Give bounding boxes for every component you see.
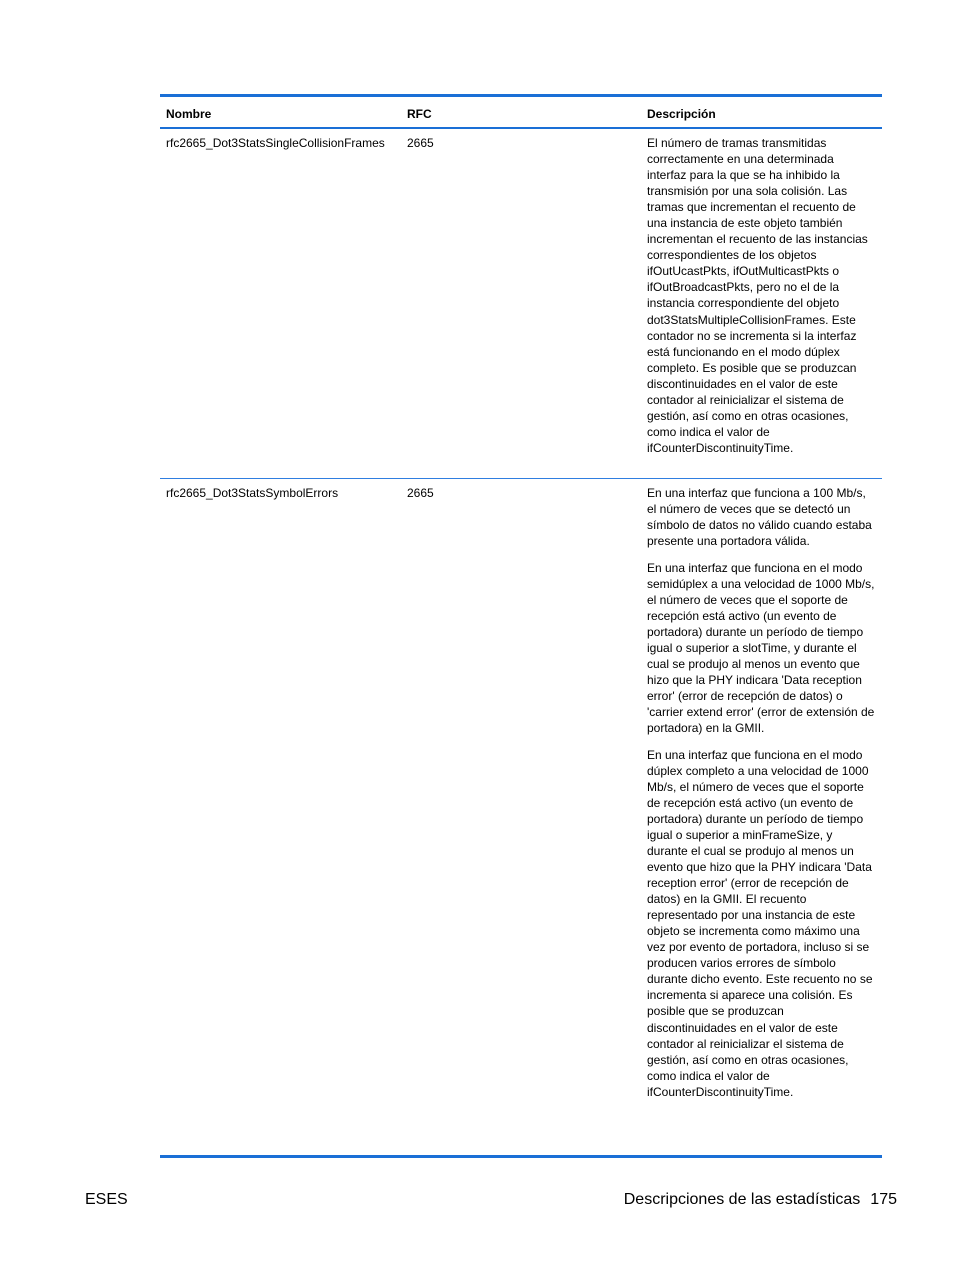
- table-header-row: [160, 97, 882, 127]
- description-paragraph: En una interfaz que funciona en el modo dúplex completo a una velocidad de 1000 Mb/s, el número de veces que el soporte de recepción está activo (un evento de portadora) durante un período de tiempo igual o superior a minFrameSize, y durante el cual se produjo al menos un evento que hizo que la PHY indicara 'Data reception error' (error de recepción de datos) en la GMII. El recuento representado por una instancia de este objeto se incrementa como máximo una vez por evento de portadora, incluso si se producen varios errores de símbolo durante dicho evento. Este recuento no se incrementa si aparece una colisión. Es posible que se produzcan discontinuidades en el valor de este contador al reinicializar el sistema de gestión, así como en otras ocasiones, como indica el valor de ifCounterDiscontinuityTime.: [647, 747, 873, 1099]
- description-paragraph: El número de tramas transmitidas correctamente en una determinada interfaz para la que se ha inhibido la transmisión por una sola colisión. Las tramas que incrementan el recuento de una instancia de este objeto también incrementan el recuento de las instancias correspondientes de los objetos ifOutUcastPkts, ifOutMulticastPkts o ifOutBroadcastPkts, pero no el de la instancia correspondiente del objeto dot3StatsMultipleCollisionFrames. Este contador no se incrementa si la interfaz está funcionando en el modo dúplex completo. Es posible que se produzcan discontinuidades en el valor de este contador al reinicializar el sistema de gestión, así como en otras ocasiones, como indica el valor de ifCounterDiscontinuityTime.: [647, 136, 868, 455]
- table-row: [160, 479, 882, 1155]
- row-description: [647, 135, 876, 466]
- description-paragraph: En una interfaz que funciona en el modo semidúplex a una velocidad de 1000 Mb/s, el número de veces que el soporte de recepción está activo (un evento de portadora) durante un período de tiempo igual o superior a slotTime, y durante el cual se produjo al menos un evento que hizo que la PHY indicara 'Data reception error' (error de recepción de datos) o 'carrier extend error' (error de extensión de portadora) en la GMII.: [647, 560, 875, 736]
- table-row: [160, 129, 882, 478]
- row-rfc: 2665: [407, 486, 434, 500]
- row-rfc: 2665: [407, 136, 434, 150]
- header-nombre: Nombre: [166, 107, 212, 121]
- row-name: rfc2665_Dot3StatsSingleCollisionFrames: [166, 136, 385, 150]
- footer-section-title: Descripciones de las estadísticas: [623, 1191, 861, 1208]
- row-description: [647, 485, 876, 1110]
- header-rfc: RFC: [407, 107, 432, 121]
- footer-section: [624, 1191, 897, 1209]
- description-paragraph: En una interfaz que funciona a 100 Mb/s, el número de veces que se detectó un símbolo de datos no válido cuando estaba presente una portadora válida.: [647, 486, 872, 549]
- header-descripcion: Descripción: [647, 107, 716, 121]
- footer-locale: ESES: [85, 1191, 128, 1208]
- page-number: 175: [870, 1191, 897, 1208]
- statistics-table: [160, 94, 882, 1158]
- table-bottom-rule: [160, 1155, 882, 1158]
- row-name: rfc2665_Dot3StatsSymbolErrors: [166, 486, 339, 500]
